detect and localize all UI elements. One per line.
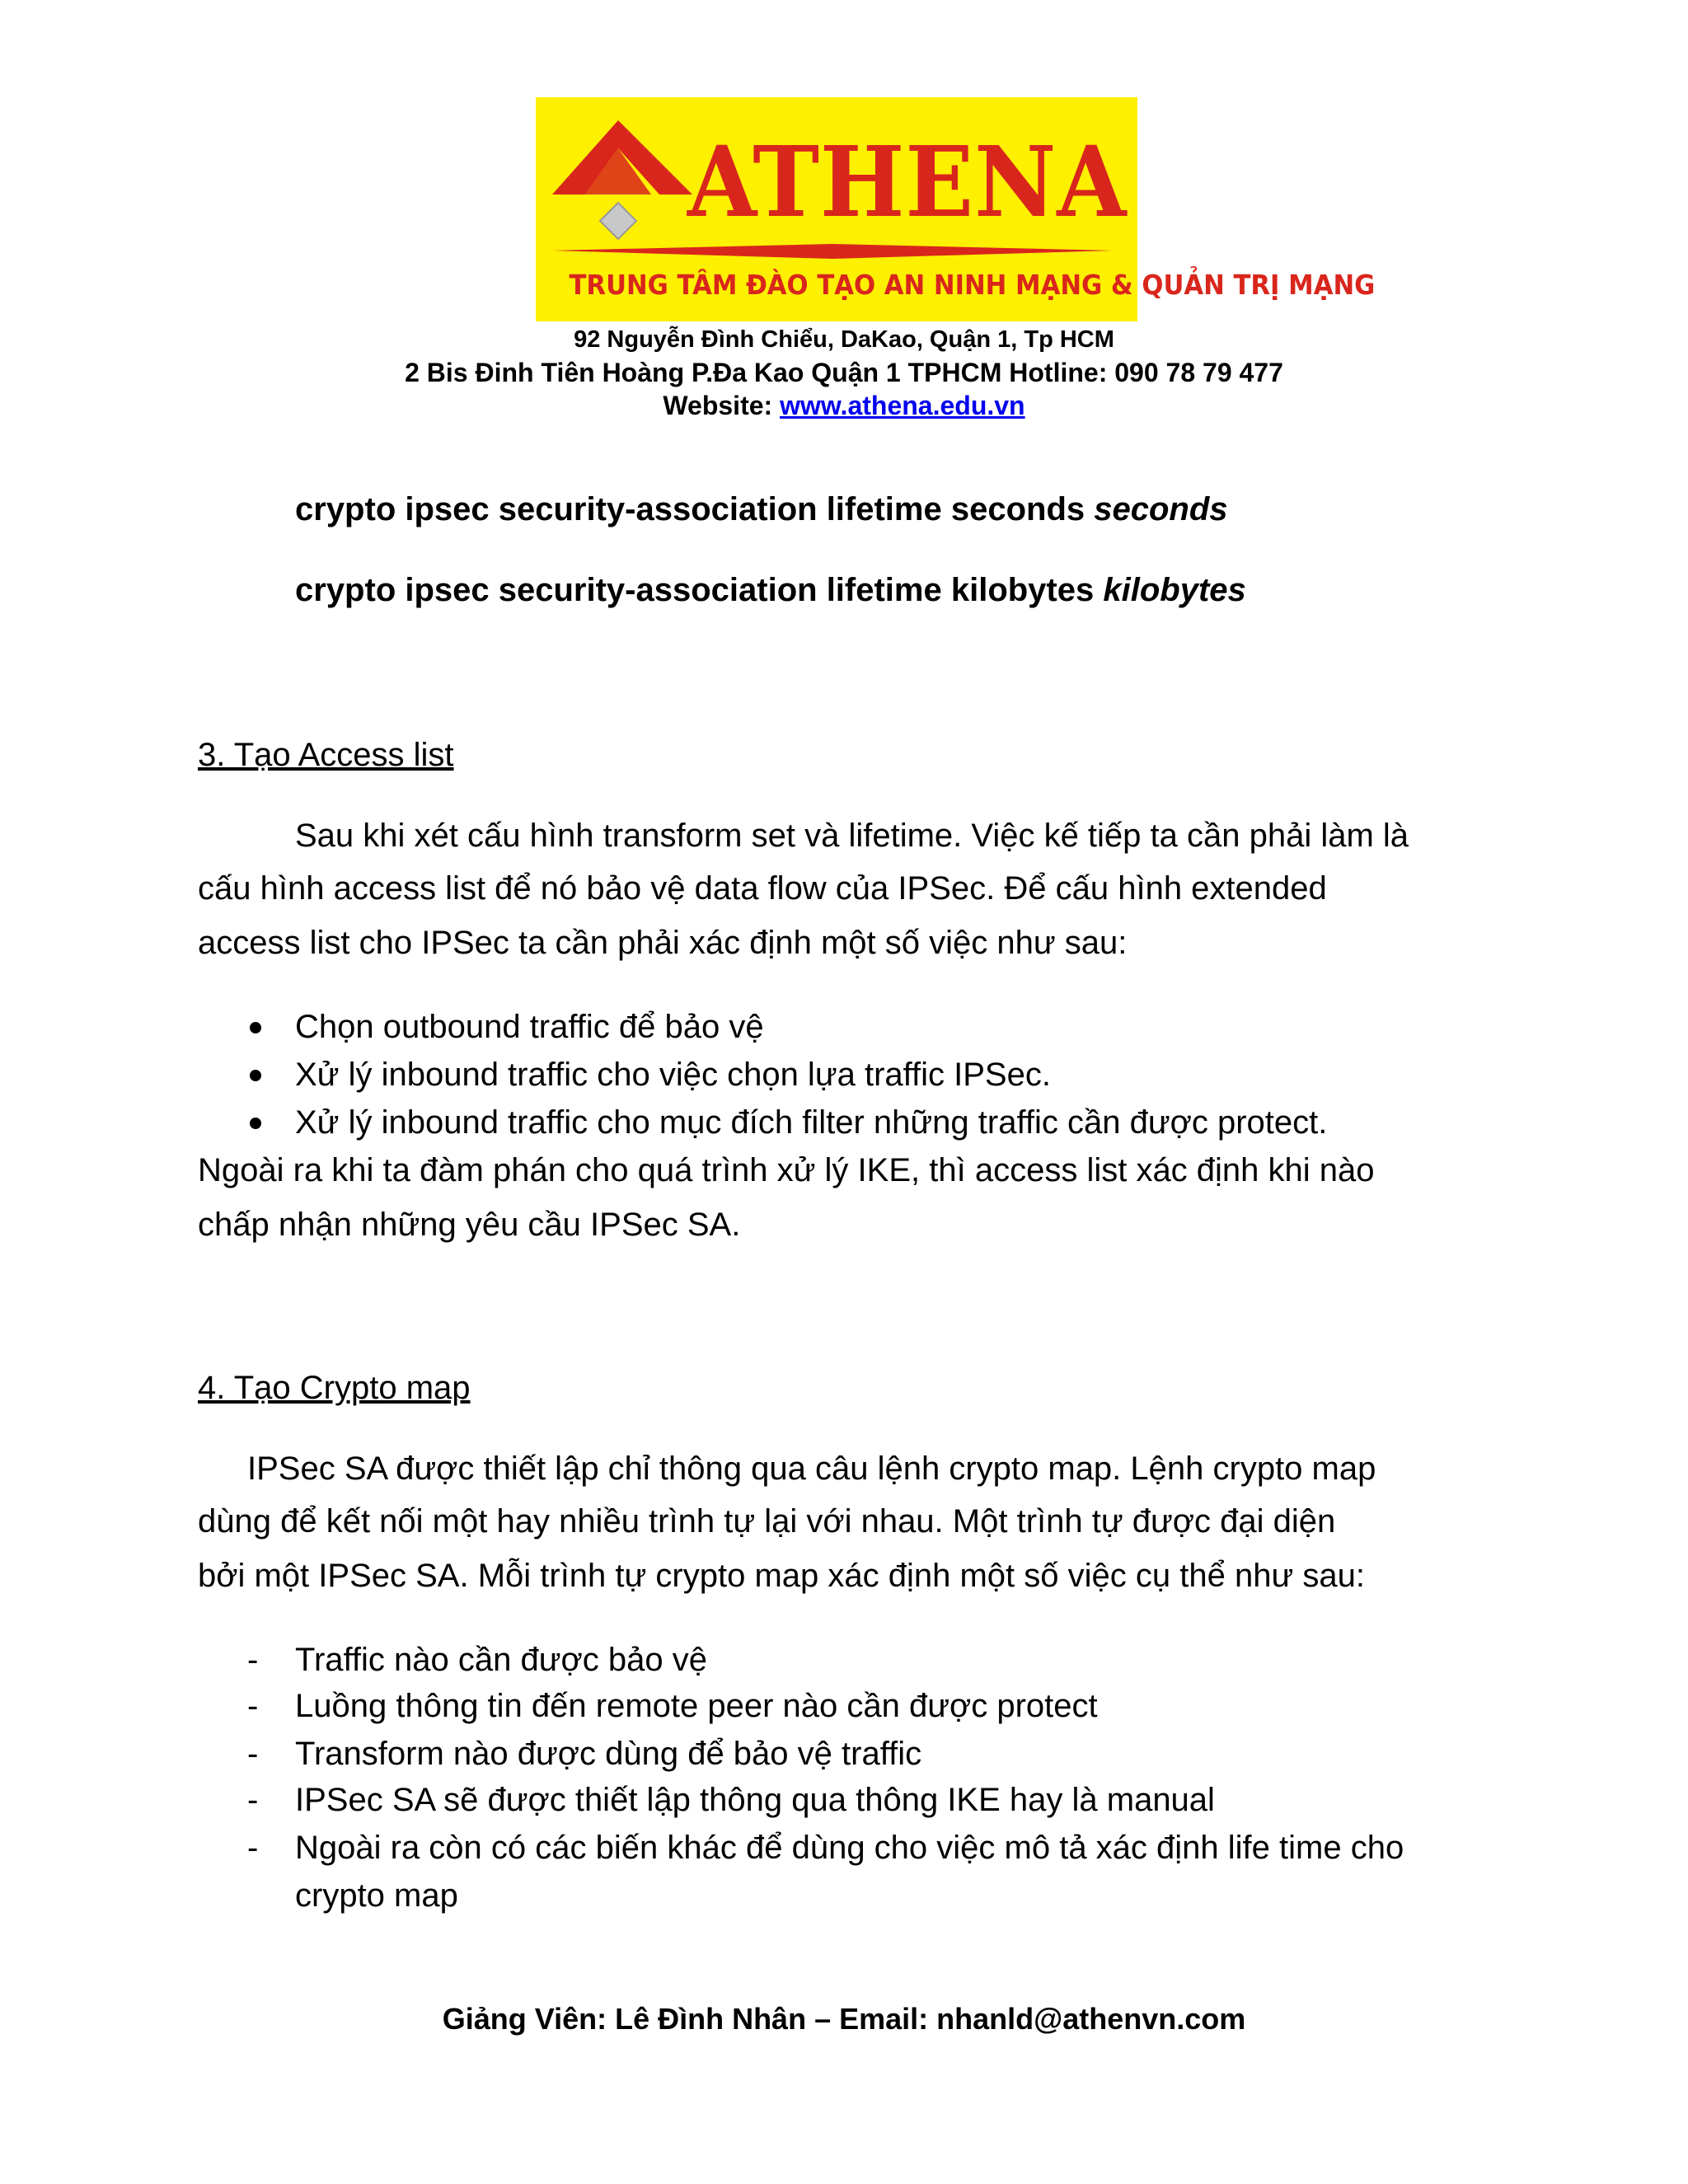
address-line-2: 2 Bis Đinh Tiên Hoàng P.Đa Kao Quận 1 TPHCM Hotline: 090 78 79 477 xyxy=(405,358,1283,387)
bullet-icon xyxy=(250,1022,261,1033)
command-text: crypto ipsec security-association lifetime kilobytes xyxy=(295,572,1104,608)
command-lifetime-seconds xyxy=(295,490,1228,529)
bullet-icon xyxy=(250,1118,261,1129)
bullet-icon xyxy=(250,1070,261,1081)
list-item: IPSec SA sẽ được thiết lập thông qua thông IKE hay là manual xyxy=(295,1782,1215,1818)
dash-marker: - xyxy=(247,1736,259,1772)
section-4-intro-line-1: IPSec SA được thiết lập chỉ thông qua câu lệnh crypto map. Lệnh crypto map xyxy=(247,1451,1376,1487)
list-item: Chọn outbound traffic để bảo vệ xyxy=(295,1009,764,1045)
section-3-intro-line-1: Sau khi xét cấu hình transform set và lifetime. Việc kế tiếp ta cần phải làm là xyxy=(295,818,1409,854)
section-4-intro-line-2: dùng để kết nối một hay nhiều trình tự lại với nhau. Một trình tự được đại diện xyxy=(198,1503,1336,1540)
website-label: Website: xyxy=(663,391,781,420)
section-3-outro-line-1: Ngoài ra khi ta đàm phán cho quá trình xử lý IKE, thì access list xác định khi nào xyxy=(198,1152,1375,1188)
logo-subtitle: TRUNG TÂM ĐÀO TẠO AN NINH MẠNG & QUẢN TRỊ MẠNG xyxy=(569,269,1376,301)
website-line xyxy=(0,389,1688,422)
footer-instructor: Giảng Viên: Lê Đình Nhân – Email: nhanld@athenvn.com xyxy=(442,2002,1246,2036)
section-3-heading: 3. Tạo Access list xyxy=(198,737,454,773)
section-4-intro-line-3: bởi một IPSec SA. Mỗi trình tự crypto map xác định một số việc cụ thể như sau: xyxy=(198,1558,1365,1594)
logo-wordmark: ATHENA xyxy=(687,124,1128,239)
command-param: seconds xyxy=(1094,491,1228,527)
list-item: Xử lý inbound traffic cho mục đích filter những traffic cần được protect. xyxy=(295,1104,1328,1141)
list-item: Transform nào được dùng để bảo vệ traffic xyxy=(295,1736,922,1772)
athena-logo xyxy=(536,97,1376,321)
dash-marker: - xyxy=(247,1642,259,1678)
list-item: Luồng thông tin đến remote peer nào cần được protect xyxy=(295,1688,1098,1724)
list-item: Traffic nào cần được bảo vệ xyxy=(295,1642,707,1678)
dash-marker: - xyxy=(247,1830,259,1866)
command-text: crypto ipsec security-association lifetime seconds xyxy=(295,491,1095,527)
section-3-intro-line-3: access list cho IPSec ta cần phải xác định một số việc như sau: xyxy=(198,925,1128,961)
section-4-heading: 4. Tạo Crypto map xyxy=(198,1370,471,1406)
section-3-intro-line-2: cấu hình access list để nó bảo vệ data flow của IPSec. Để cấu hình extended xyxy=(198,870,1327,907)
dash-marker: - xyxy=(247,1782,259,1818)
command-param: kilobytes xyxy=(1103,572,1246,608)
list-item: Ngoài ra còn có các biến khác để dùng cho việc mô tả xác định life time cho xyxy=(295,1830,1404,1866)
website-link[interactable]: www.athena.edu.vn xyxy=(780,391,1025,420)
dash-marker: - xyxy=(247,1688,259,1724)
list-item-continuation: crypto map xyxy=(295,1877,458,1914)
address-line-1: 92 Nguyễn Đình Chiểu, DaKao, Quận 1, Tp HCM xyxy=(574,326,1114,353)
list-item: Xử lý inbound traffic cho việc chọn lựa traffic IPSec. xyxy=(295,1057,1051,1093)
command-lifetime-kilobytes xyxy=(295,570,1246,610)
section-3-outro-line-2: chấp nhận những yêu cầu IPSec SA. xyxy=(198,1207,741,1243)
